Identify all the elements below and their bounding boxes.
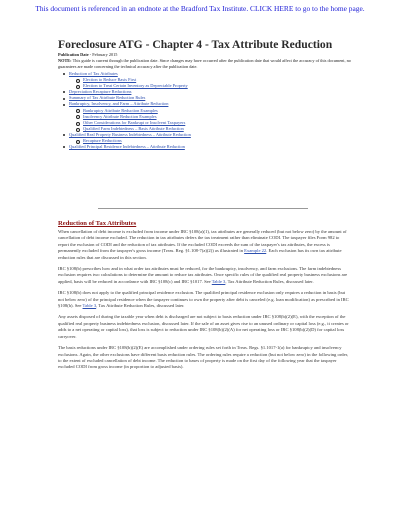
toc-link[interactable]: Recapture Reductions: [69, 138, 358, 144]
table-3-link[interactable]: Table 3: [82, 303, 97, 309]
example-22-link[interactable]: Example 22: [244, 248, 267, 254]
document-header: [58, 38, 358, 150]
toc-link[interactable]: Bankruptcy, Insolvency, and Farm – Attribute Reduction: [69, 101, 358, 107]
toc-link[interactable]: Summary of Tax Attribute Reduction Rules: [69, 95, 358, 101]
toc-link[interactable]: Election to Treat Certain Inventory as Depreciable Property: [69, 83, 358, 89]
publication-date-label: Publication Date: [58, 52, 89, 57]
paragraph: Any assets disposed of during the taxable year when debt is discharged are not subject to basis reduction under IRC §108(b)(2)(E), with the exception of the qualified real property business indebtedness exclusion, discussed later. If the sale of an asset gives rise to an unused ordinary or capital loss (e.g., it creates or adds to a net operating or capital loss), that loss is subject to reduction under IRC §108(b)(2)(A) for net operating loss or IRC §108(b)(2)(D) for capital loss carryover.: [58, 314, 349, 339]
home-page-banner-link[interactable]: This document is referenced in an endnote at the Bradford Tax Institute. CLICK HERE to go to the home page.: [35, 4, 365, 13]
toc-link[interactable]: Qualified Principal Residence Indebtedness – Attribute Reduction: [69, 144, 358, 150]
note-paragraph: [58, 58, 358, 70]
paragraph: IRC §108(b) does not apply to the qualified principal residence exclusion. The qualified principal residence exclusion only requires a reduction in basis (but not below zero) of the principal residence when the taxpayer continues to own the property after debt is canceled (e.g. loan modification) as prescribed in IRC §108(h). See Table 3, Tax Attribute Reduction Rules, discussed later.: [58, 290, 349, 309]
toc-link[interactable]: Qualified Farm Indebtedness – Basis Attribute Reduction: [69, 126, 358, 132]
section-divider: [98, 208, 308, 209]
publication-date-value: - February 2015: [88, 52, 118, 57]
paragraph: When cancellation of debt income is excluded from income under IRC §108(a)(1), tax attributes are generally reduced (but not below zero) by the amount of cancellation of debt income excluded. The reduction in tax attributes defers the tax treatment rather than eliminate CODI. The taxpayer files Form 982 to report the exclusion of CODI and the reduction of tax attributes. If the excluded CODI exceeds the sum of the taxpayer's tax attributes, the excess is permanently excluded from the taxpayer's gross income (Treas. Reg. §1.108-7(a)(2)) as illustrated in Example 22. Each exclusion has its own tax attribute reduction rules that are discussed in this section.: [58, 229, 347, 260]
note-label: NOTE:: [58, 58, 72, 63]
paragraph: The basis reductions under IRC §108(b)(2)(E) are accomplished under ordering rules set forth in Treas. Regs. §1.1017-1(a) for bankruptcy and insolvency exclusions. Again, the other exclusions have different basis reduction rules. The ordering rules require a reduction (but not below zero) in the following order, to the extent of excluded cancellation of debt income. The reduction to bases of property is made on the first day of the following year that the taxpayer excluded CODI from gross income (in proportion to adjusted basis).: [58, 345, 349, 370]
toc-link[interactable]: Qualified Real Property Business Indebtedness – Attribute Reduction: [69, 132, 358, 138]
toc-link[interactable]: Insolvency Attribute Reduction Examples: [69, 114, 358, 120]
section-heading: Reduction of Tax Attributes: [58, 220, 137, 227]
page-title: Foreclosure ATG - Chapter 4 - Tax Attribute Reduction: [58, 38, 333, 51]
toc-link[interactable]: Other Considerations for Bankrupt or Insolvent Taxpayers: [69, 120, 358, 126]
toc-link[interactable]: Depreciation Recapture Reductions: [69, 89, 358, 95]
note-text: This guide is current through the publication date. Since changes may have occurred after the publication date that would affect the accuracy of this document, no guarantees are made concerning the technical accuracy after the publication date.: [58, 58, 351, 69]
paragraph: IRC §108(b) prescribes how and in what order tax attributes must be reduced, for the bankruptcy, insolvency, and farm exclusions. The farm indebtedness exclusion requires two calculations to determine the amount to reduce tax attributes. Once specific rules of the qualified real property business exclusions are applied, basis will be reduced in accordance with IRC §108(c) and IRC §1017. See Table 3, Tax Attribute Reduction Rules, discussed later.: [58, 266, 348, 284]
toc-link[interactable]: Reduction of Tax Attributes: [69, 71, 358, 77]
section-body: [58, 229, 350, 376]
table-3-link[interactable]: Table 3: [211, 278, 226, 284]
toc-link[interactable]: Bankruptcy Attribute Reduction Examples: [69, 108, 358, 114]
toc-link[interactable]: Election to Reduce Basis First: [69, 77, 358, 83]
table-of-contents: [58, 71, 358, 150]
